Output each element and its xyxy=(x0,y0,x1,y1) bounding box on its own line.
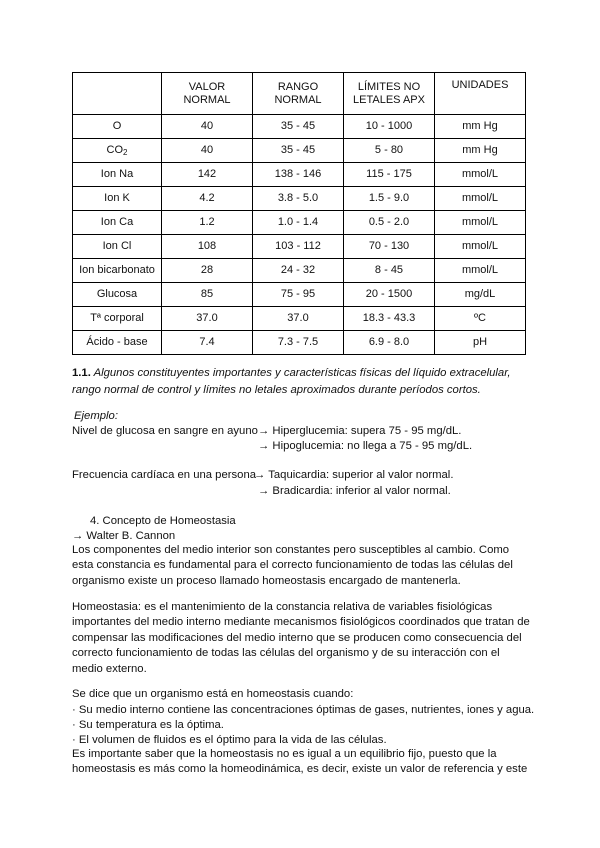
caption-text: Algunos constituyentes importantes y características físicas del líquido extracelular, rango normal de control y límites no letales aproximados durante períodos cortos. xyxy=(72,367,511,396)
cell-limites: 1.5 - 9.0 xyxy=(344,187,435,211)
cell-param: O xyxy=(73,115,162,139)
cell-unidades: mmol/L xyxy=(435,259,526,283)
cell-unidades: pH xyxy=(435,331,526,355)
glucose-hypo: → Hipoglucemia: no llega a 75 - 95 mg/dL. xyxy=(258,440,473,452)
cell-valor: 40 xyxy=(162,115,253,139)
cell-valor: 40 xyxy=(162,139,253,163)
cell-unidades: mmol/L xyxy=(435,211,526,235)
cell-limites: 8 - 45 xyxy=(344,259,435,283)
paragraph-definition: Homeostasia: es el mantenimiento de la constancia relativa de variables fisiológicas importantes del medio interno mediante mecanismos fisiológicos coordinados que tratan de compensar las modificaciones del medio interno que se producen como consecuencia del correcto funcionamiento de todas las células del organismo y de su interacción con el medio externo. xyxy=(72,601,530,675)
caption-number: 1.1. xyxy=(72,367,91,379)
cell-param: Ion Na xyxy=(73,163,162,187)
example-label: Ejemplo: xyxy=(74,410,118,422)
cell-limites: 115 - 175 xyxy=(344,163,435,187)
cell-unidades: mm Hg xyxy=(435,139,526,163)
cell-valor: 1.2 xyxy=(162,211,253,235)
cell-param: $CO_2$ xyxy=(73,139,162,163)
cell-param: Tª corporal xyxy=(73,307,162,331)
cell-valor: 7.4 xyxy=(162,331,253,355)
cell-rango: 24 - 32 xyxy=(253,259,344,283)
cell-rango: 138 - 146 xyxy=(253,163,344,187)
cell-rango: 37.0 xyxy=(253,307,344,331)
cell-valor: 37.0 xyxy=(162,307,253,331)
list-item: · Su medio interno contiene las concentraciones óptimas de gases, nutrientes, iones y agua. xyxy=(72,704,535,716)
table-row xyxy=(73,139,526,163)
cell-limites: 0.5 - 2.0 xyxy=(344,211,435,235)
cell-limites: 6.9 - 8.0 xyxy=(344,331,435,355)
glucose-subject: Nivel de glucosa en sangre en ayuno xyxy=(72,425,258,437)
cell-param: Ácido - base xyxy=(73,331,162,355)
cell-valor: 142 xyxy=(162,163,253,187)
paragraph-homeostasis-intro: Se dice que un organismo está en homeostasis cuando: xyxy=(72,688,354,700)
table-row xyxy=(73,211,526,235)
heart-tachy: → Taquicardia: superior al valor normal. xyxy=(254,469,454,481)
cell-valor: 108 xyxy=(162,235,253,259)
table-row xyxy=(73,235,526,259)
table-header-row xyxy=(73,73,526,115)
table-row xyxy=(73,283,526,307)
cell-valor: 85 xyxy=(162,283,253,307)
cell-limites: 20 - 1500 xyxy=(344,283,435,307)
header-empty xyxy=(73,73,162,115)
header-limites: LÍMITES NO LETALES APX xyxy=(344,73,435,115)
cell-unidades: mmol/L xyxy=(435,235,526,259)
heart-brady: → Bradicardia: inferior al valor normal. xyxy=(258,485,451,497)
table-row xyxy=(73,163,526,187)
cell-rango: 3.8 - 5.0 xyxy=(253,187,344,211)
header-valor-normal: VALOR NORMAL xyxy=(162,73,253,115)
cell-unidades: mg/dL xyxy=(435,283,526,307)
paragraph-homeodynamic: Es importante saber que la homeostasis no es igual a un equilibrio fijo, puesto que la homeostasis es más como la homeodinámica, es decir, existe un valor de referencia y este xyxy=(72,748,528,776)
cell-unidades: mmol/L xyxy=(435,163,526,187)
cell-limites: 70 - 130 xyxy=(344,235,435,259)
homeostasis-values-table xyxy=(72,72,526,355)
cell-limites: 5 - 80 xyxy=(344,139,435,163)
table-row xyxy=(73,187,526,211)
cell-limites: 10 - 1000 xyxy=(344,115,435,139)
cell-rango: 1.0 - 1.4 xyxy=(253,211,344,235)
table-row xyxy=(73,115,526,139)
cell-unidades: mmol/L xyxy=(435,187,526,211)
cell-rango: 35 - 45 xyxy=(253,115,344,139)
cell-param: Ion Cl xyxy=(73,235,162,259)
header-rango-normal: RANGO NORMAL xyxy=(253,73,344,115)
table-caption xyxy=(72,365,542,399)
cell-rango: 103 - 112 xyxy=(253,235,344,259)
cell-rango: 75 - 95 xyxy=(253,283,344,307)
list-item: · Su temperatura es la óptima. xyxy=(72,719,224,731)
cell-param: Ion Ca xyxy=(73,211,162,235)
table-row xyxy=(73,307,526,331)
cell-unidades: ºC xyxy=(435,307,526,331)
cell-unidades: mm Hg xyxy=(435,115,526,139)
cell-param: Glucosa xyxy=(73,283,162,307)
heart-subject: Frecuencia cardíaca en una persona xyxy=(72,469,257,481)
section-author: → Walter B. Cannon xyxy=(72,530,176,542)
table-row xyxy=(73,259,526,283)
section-heading: 4. Concepto de Homeostasia xyxy=(90,515,236,527)
cell-param: Ion bicarbonato xyxy=(73,259,162,283)
glucose-hyper: → Hiperglucemia: supera 75 - 95 mg/dL. xyxy=(258,425,462,437)
list-item: · El volumen de fluidos es el óptimo para la vida de las células. xyxy=(72,734,387,746)
cell-valor: 28 xyxy=(162,259,253,283)
cell-rango: 7.3 - 7.5 xyxy=(253,331,344,355)
cell-valor: 4.2 xyxy=(162,187,253,211)
paragraph-intro: Los componentes del medio interior son constantes pero susceptibles al cambio. Como esta constancia es fundamental para el correcto funcionamiento de todas las células del organismo existe un proceso llamado homeostasis encargado de mantenerla. xyxy=(72,544,513,587)
cell-limites: 18.3 - 43.3 xyxy=(344,307,435,331)
cell-rango: 35 - 45 xyxy=(253,139,344,163)
header-unidades: UNIDADES xyxy=(435,73,526,115)
cell-param: Ion K xyxy=(73,187,162,211)
table-row xyxy=(73,331,526,355)
